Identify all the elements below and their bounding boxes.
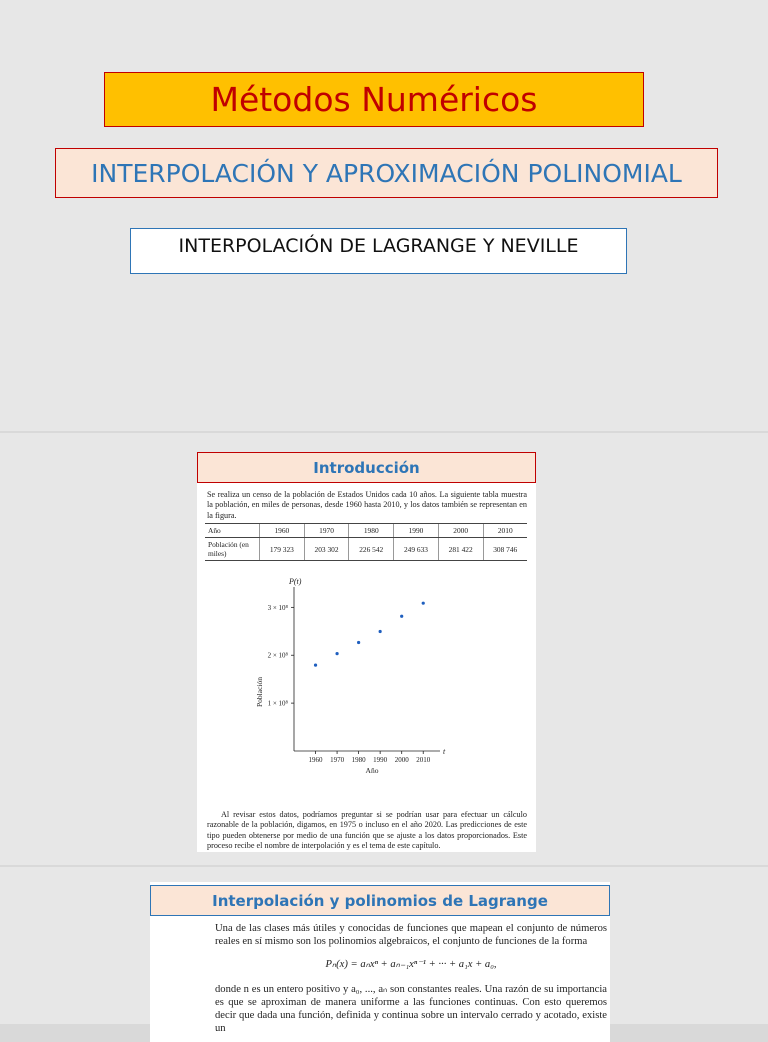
x-axis-title: t: [443, 747, 446, 756]
lagrange-paragraph-2: donde n es un entero positivo y a₀, ..., aₙ son constantes reales. Una razón de su importancia es que se aproximan de manera uniforme a las funciones continuas. Con esto queremos decir que dada una función, definida y continua sobre un intervalo cerrado y acotado, existe un: [215, 984, 607, 1034]
table-header-cell: 1990: [394, 524, 439, 538]
slide-subtitle-secondary: INTERPOLACIÓN DE LAGRANGE Y NEVILLE: [130, 228, 627, 274]
x-tick-label: 1960: [308, 756, 323, 764]
y-axis-label: Población: [255, 677, 264, 707]
table-row-label: Población (en miles): [205, 538, 260, 561]
population-scatter-chart: [250, 577, 450, 783]
y-axis-title: P(t): [289, 577, 302, 586]
table-header-cell: 2010: [483, 524, 527, 538]
polynomial-formula: Pₙ(x) = aₙxⁿ + aₙ₋₁xⁿ⁻¹ + ··· + a₁x + a₀,: [325, 959, 497, 970]
table-header-cell: Año: [205, 524, 260, 538]
data-point: [379, 630, 382, 633]
introduction-slide: [0, 433, 768, 865]
y-tick-label: 1 × 10⁸: [267, 699, 288, 708]
table-header-cell: 1960: [260, 524, 305, 538]
introduction-heading: Introducción: [197, 452, 536, 483]
title-slide: [0, 0, 768, 431]
table-cell: 203 302: [304, 538, 349, 561]
table-cell: 308 746: [483, 538, 527, 561]
x-axis-label: Año: [365, 766, 379, 775]
table-cell: 226 542: [349, 538, 394, 561]
x-tick-label: 1990: [373, 756, 388, 764]
table-header-row: [205, 524, 527, 538]
table-header-cell: 1980: [349, 524, 394, 538]
lagrange-heading: Interpolación y polinomios de Lagrange: [150, 885, 610, 916]
lagrange-slide: [0, 867, 768, 1034]
x-tick-label: 2010: [416, 756, 431, 764]
data-point: [357, 641, 360, 644]
data-point: [400, 615, 403, 618]
x-tick-label: 1970: [330, 756, 345, 764]
x-tick-label: 1980: [351, 756, 366, 764]
data-point: [335, 652, 338, 655]
slide-subtitle: INTERPOLACIÓN Y APROXIMACIÓN POLINOMIAL: [55, 148, 718, 198]
table-header-cell: 2000: [438, 524, 483, 538]
lagrange-paragraph: Una de las clases más útiles y conocidas de funciones que mapean el conjunto de números reales en sí mismo son los polinomios algebraicos, el conjunto de funciones de la forma: [215, 923, 607, 947]
table-header-cell: 1970: [304, 524, 349, 538]
data-point: [314, 664, 317, 667]
population-table: [205, 523, 527, 561]
table-cell: 249 633: [394, 538, 439, 561]
intro-paragraph-2: Al revisar estos datos, podríamos preguntar si se podrían usar para efectuar un cálculo razonable de la población, digamos, en 1975 o incluso en el año 2020. Las predicciones de este tipo pueden obtenerse por medio de una función que se ajuste a los datos proporcionados. Este proceso recibe el nombre de interpolación y es el tema de este capítulo.: [207, 810, 527, 851]
intro-paragraph: Se realiza un censo de la población de Estados Unidos cada 10 años. La siguiente tabla muestra la población, en miles de personas, desde 1960 hasta 2010, y los datos también se representan en la figura.: [207, 490, 527, 520]
slide-title: Métodos Numéricos: [104, 72, 644, 127]
x-tick-label: 2000: [394, 756, 409, 764]
table-cell: 179 323: [260, 538, 305, 561]
y-tick-label: 2 × 10⁸: [267, 651, 288, 660]
table-cell: 281 422: [438, 538, 483, 561]
data-point: [422, 602, 425, 605]
table-row: [205, 538, 527, 561]
y-tick-label: 3 × 10⁸: [267, 603, 288, 612]
